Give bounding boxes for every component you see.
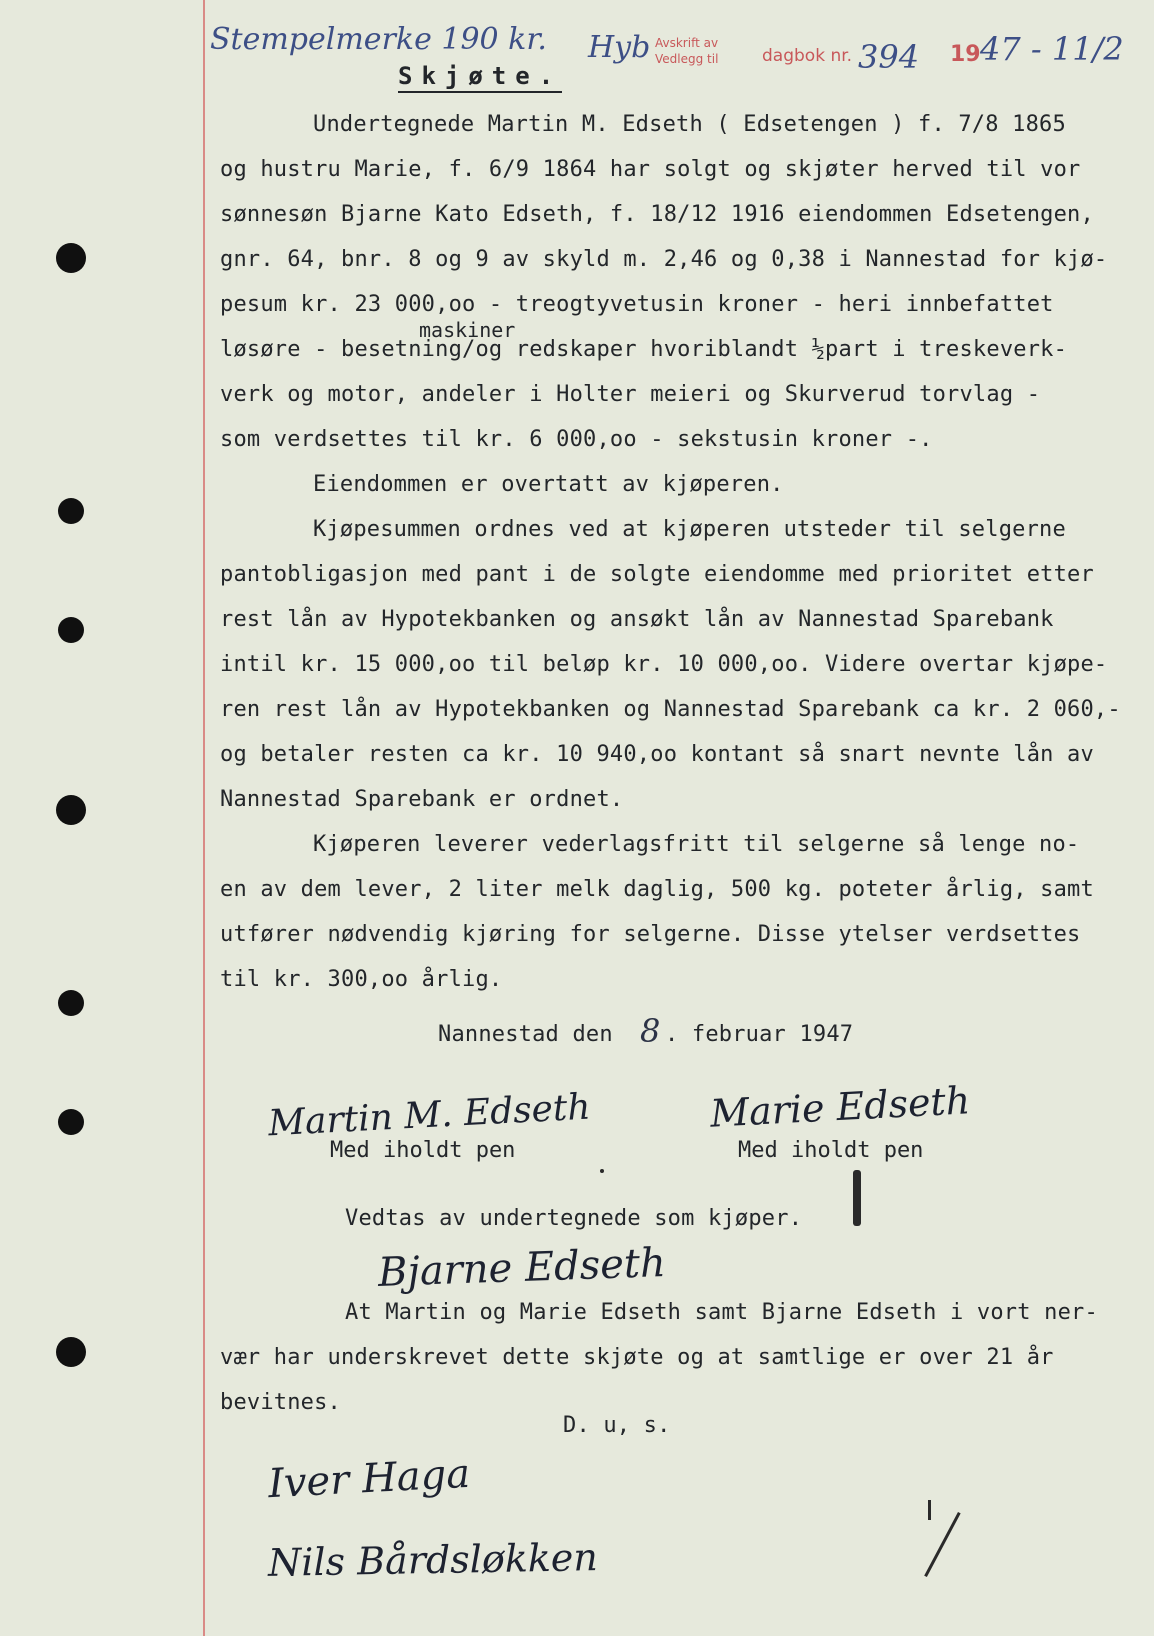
body-line: pesum kr. 23 000,oo - treogtyvetusin kroner - heri innbefattet [220,292,1054,317]
signature-martin: Martin M. Edseth [267,1086,592,1145]
date-day: 8 [640,1012,661,1050]
punch-hole [56,243,86,273]
dagbok-number: 394 [858,38,920,76]
witness-line: bevitnes. [220,1390,342,1415]
ink-stroke [924,1512,960,1577]
cross-mark [853,1170,861,1226]
punch-hole [56,795,86,825]
med-iholdt-pen-left: Med iholdt pen [330,1138,516,1163]
witness-line: At Martin og Marie Edseth samt Bjarne Edseth i vort ner- [345,1300,1098,1325]
date-suffix: . februar 1947 [665,1022,854,1047]
stamp-line-1: Avskrift av [655,36,719,50]
date-prefix: Nannestad den [438,1022,613,1047]
signature-bjarne: Bjarne Edseth [377,1239,667,1297]
body-line: og hustru Marie, f. 6/9 1864 har solgt og skjøter herved til vor [220,157,1081,182]
witness-signature-2: Nils Bårdsløkken [267,1535,599,1585]
document-title: Skjøte. [398,62,562,93]
body-line: pantobligasjon med pant i de solgte eiendomme med prioritet etter [220,562,1094,587]
body-line: verk og motor, andeler i Holter meieri og Skurverud torvlag - [220,382,1041,407]
body-line: utfører nødvendig kjøring for selgerne. Disse ytelser verdsettes [220,922,1081,947]
body-line: Undertegnede Martin M. Edseth ( Edsetengen ) f. 7/8 1865 [313,112,1066,137]
punch-hole [58,617,84,643]
body-line: løsøre - besetning/og redskaper hvoriblandt ½part i treskeverk- [220,337,1068,362]
interlinear-insertion: maskiner [419,318,516,342]
body-line: gnr. 64, bnr. 8 og 9 av skyld m. 2,46 og 0,38 i Nannestad for kjø- [220,247,1108,272]
witness-line: vær har underskrevet dette skjøte og at samtlige er over 21 år [220,1345,1054,1370]
ink-dot [600,1169,604,1173]
body-line: og betaler resten ca kr. 10 940,oo kontant så snart nevnte lån av [220,742,1094,767]
body-line: rest lån av Hypotekbanken og ansøkt lån av Nannestad Sparebank [220,607,1054,632]
body-line: Kjøpesummen ordnes ved at kjøperen utsteder til selgerne [313,517,1066,542]
signature-marie: Marie Edseth [709,1078,972,1136]
body-line: ren rest lån av Hypotekbanken og Nannestad Sparebank ca kr. 2 060,- [220,697,1121,722]
body-line: som verdsettes til kr. 6 000,oo - sekstusin kroner -. [220,427,933,452]
stamp-year-prefix: 19 [950,42,981,67]
body-line: Kjøperen leverer vederlagsfritt til selgerne så lenge no- [313,832,1080,857]
body-line: Eiendommen er overtatt av kjøperen. [313,472,784,497]
dus-closing: D. u, s. [563,1413,671,1438]
punch-hole [58,1109,84,1135]
body-line: intil kr. 15 000,oo til beløp kr. 10 000,oo. Videre overtar kjøpe- [220,652,1108,677]
stamp-dagbok-label: dagbok nr. [762,46,853,66]
body-line: til kr. 300,oo årlig. [220,967,503,992]
red-margin-line [203,0,205,1636]
body-line: en av dem lever, 2 liter melk daglig, 500 kg. poteter årlig, samt [220,877,1094,902]
body-line: Nannestad Sparebank er ordnet. [220,787,624,812]
stamp-fee-note: Stempelmerke 190 kr. [210,22,547,57]
initials: Hyb [588,30,651,65]
stamp-line-2: Vedlegg til [655,52,719,66]
witness-signature-1: Iver Haga [266,1450,472,1508]
punch-hole [56,1337,86,1367]
punch-hole [58,498,84,524]
accepted-text: Vedtas av undertegnede som kjøper. [345,1206,803,1231]
ink-stroke [928,1500,931,1520]
body-line: sønnesøn Bjarne Kato Edseth, f. 18/12 1916 eiendommen Edsetengen, [220,202,1094,227]
punch-hole [58,990,84,1016]
med-iholdt-pen-right: Med iholdt pen [738,1138,924,1163]
year-and-date: 47 - 11/2 [980,30,1124,68]
